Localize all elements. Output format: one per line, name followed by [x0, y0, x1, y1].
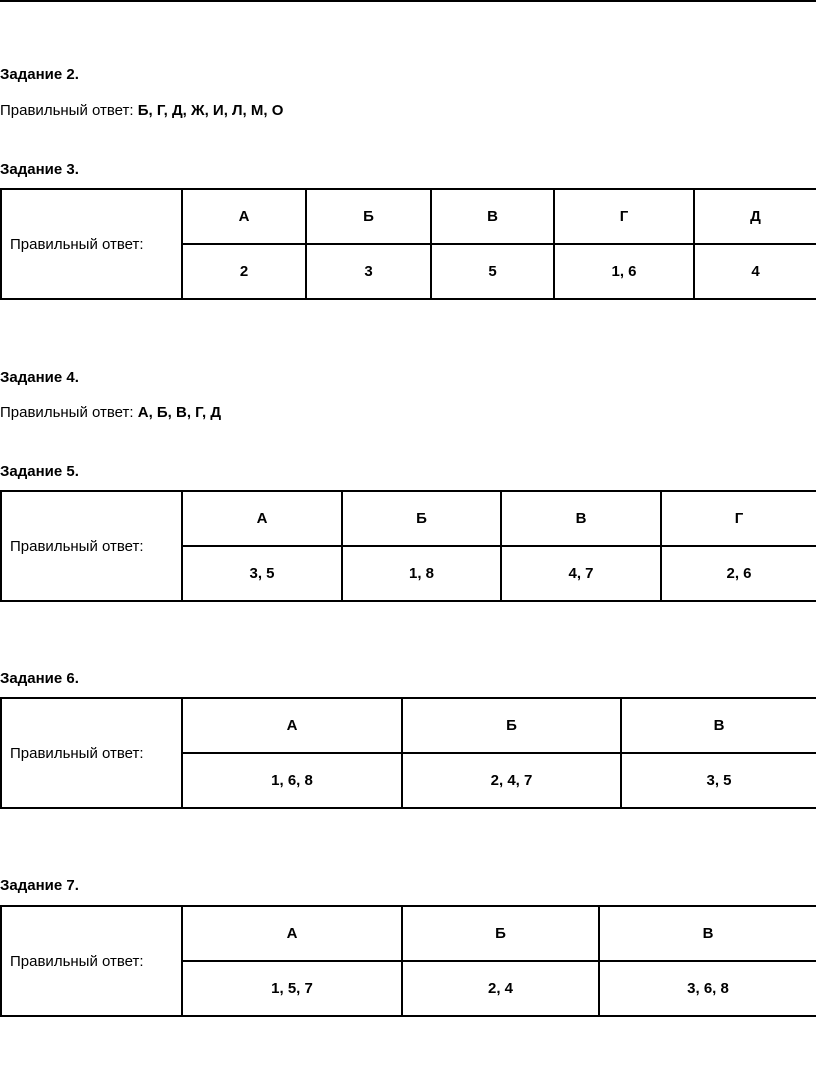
task-7-heading: Задание 7.: [0, 877, 79, 894]
answer-value-cell: 2, 6: [661, 546, 816, 601]
column-header: Б: [402, 906, 599, 961]
answer-value-cell: 3, 6, 8: [599, 961, 816, 1016]
column-header: А: [182, 906, 402, 961]
answer-value-cell: 4, 7: [501, 546, 661, 601]
column-header: Г: [554, 189, 694, 244]
task-4-answer: [0, 404, 221, 422]
column-header: Б: [402, 698, 621, 753]
table-header-row: [1, 698, 816, 753]
answer-value-cell: 2, 4, 7: [402, 753, 621, 808]
answer-value-cell: 1, 6: [554, 244, 694, 299]
task-2-answer-label: Правильный ответ:: [0, 102, 134, 119]
table-header-row: [1, 906, 816, 961]
column-header: В: [599, 906, 816, 961]
answer-value-cell: 1, 6, 8: [182, 753, 402, 808]
answer-value-cell: 1, 8: [342, 546, 501, 601]
column-header: Г: [661, 491, 816, 546]
column-header: А: [182, 698, 402, 753]
column-header: Д: [694, 189, 816, 244]
top-rule: [0, 0, 816, 2]
table-header-row: [1, 189, 816, 244]
answer-label-cell: Правильный ответ:: [1, 906, 182, 1016]
column-header: А: [182, 491, 342, 546]
task-4-answer-value: А, Б, В, Г, Д: [137, 404, 222, 421]
task-5-heading: Задание 5.: [0, 463, 79, 480]
answer-value-cell: 3, 5: [621, 753, 816, 808]
answer-label-cell: Правильный ответ:: [1, 491, 182, 601]
column-header: Б: [306, 189, 431, 244]
table-header-row: [1, 491, 816, 546]
task-2-answer: [0, 102, 283, 120]
answer-value-cell: 3: [306, 244, 431, 299]
column-header: А: [182, 189, 306, 244]
answer-value-cell: 3, 5: [182, 546, 342, 601]
task-2-heading: Задание 2.: [0, 66, 79, 83]
task-4-heading: Задание 4.: [0, 369, 79, 386]
answer-value-cell: 2, 4: [402, 961, 599, 1016]
task-5-answer-table: [0, 490, 816, 602]
task-7-answer-table: [0, 905, 816, 1017]
task-6-answer-table: [0, 697, 816, 809]
answer-value-cell: 1, 5, 7: [182, 961, 402, 1016]
column-header: Б: [342, 491, 501, 546]
column-header: В: [501, 491, 661, 546]
task-2-answer-value: Б, Г, Д, Ж, И, Л, М, О: [137, 102, 284, 119]
answer-value-cell: 4: [694, 244, 816, 299]
answer-value-cell: 2: [182, 244, 306, 299]
task-6-heading: Задание 6.: [0, 670, 79, 687]
column-header: В: [621, 698, 816, 753]
task-3-heading: Задание 3.: [0, 161, 79, 178]
task-4-answer-label: Правильный ответ:: [0, 404, 134, 421]
answer-label-cell: Правильный ответ:: [1, 698, 182, 808]
answer-label-cell: Правильный ответ:: [1, 189, 182, 299]
answer-value-cell: 5: [431, 244, 554, 299]
task-3-answer-table: [0, 188, 816, 300]
column-header: В: [431, 189, 554, 244]
